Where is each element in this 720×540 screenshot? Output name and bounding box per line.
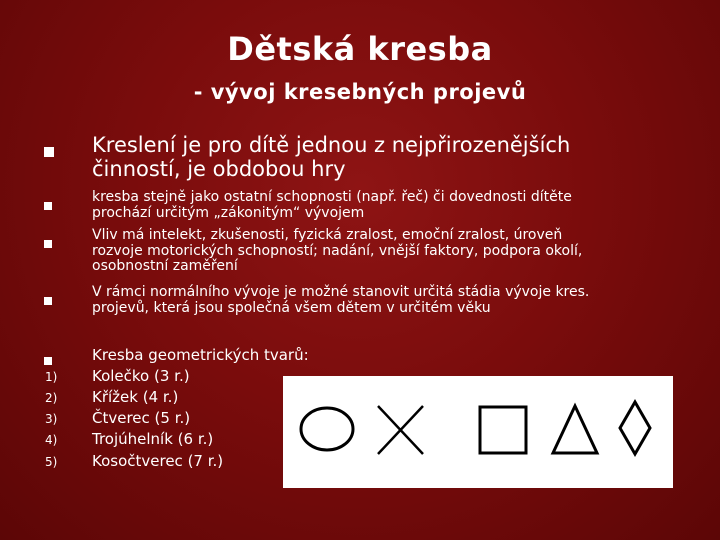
numbered-text: Kosočtverec (7 r.) [92,452,224,470]
bullet-line: Kresba geometrických tvarů: [92,346,309,364]
bullet-line: osobnostní zaměření [92,258,238,274]
numbered-text: Kolečko (3 r.) [92,367,190,385]
diamond-shape [620,402,650,454]
numbered-text: Čtverec (5 r.) [92,409,191,427]
square-bullet-icon [44,350,52,369]
slide-title: Dětská kresba [227,30,493,68]
numbered-text: Trojúhelník (6 r.) [92,430,214,448]
list-number: 3) [45,412,58,426]
list-number: 2) [45,391,58,405]
bullet-text [92,345,692,365]
triangle-shape [553,406,597,453]
shapes-drawing [283,376,673,488]
bullet-line: Vliv má intelekt, zkušenosti, fyzická zralost, emoční zralost, úroveň [92,227,563,243]
bullet-text [92,285,692,316]
bullet-line: Kreslení je pro dítě jednou z nejpřirozenějších [92,133,571,157]
cross-shape [378,406,423,454]
bullet-text [92,190,692,221]
bullet-line: V rámci normálního vývoje je možné stanovit určitá stádia vývoje kres. [92,284,590,300]
square-bullet-icon [44,142,54,161]
list-number: 5) [45,455,58,469]
bullet-line: prochází určitým „zákonitým“ vývojem [92,204,365,221]
bullet-text [92,133,692,181]
bullet-line: činností, je obdobou hry [92,157,346,181]
list-number: 1) [45,370,58,384]
numbered-text: Křížek (4 r.) [92,388,179,406]
square-bullet-icon [44,233,52,252]
slide-subtitle: - vývoj kresebných projevů [193,80,527,104]
geometric-shapes-figure [283,376,673,488]
square-bullet-icon [44,290,52,309]
circle-shape [301,408,353,450]
square-bullet-icon [44,195,52,214]
bullet-line: kresba stejně jako ostatní schopnosti (např. řeč) či dovednosti dítěte [92,189,572,205]
bullet-line: projevů, která jsou společná všem dětem v určitém věku [92,299,491,316]
list-number: 4) [45,433,58,447]
bullet-line: rozvoje motorických schopností; nadání, vnější faktory, podpora okolí, [92,242,583,259]
bullet-text [92,228,692,275]
square-shape [480,407,526,453]
